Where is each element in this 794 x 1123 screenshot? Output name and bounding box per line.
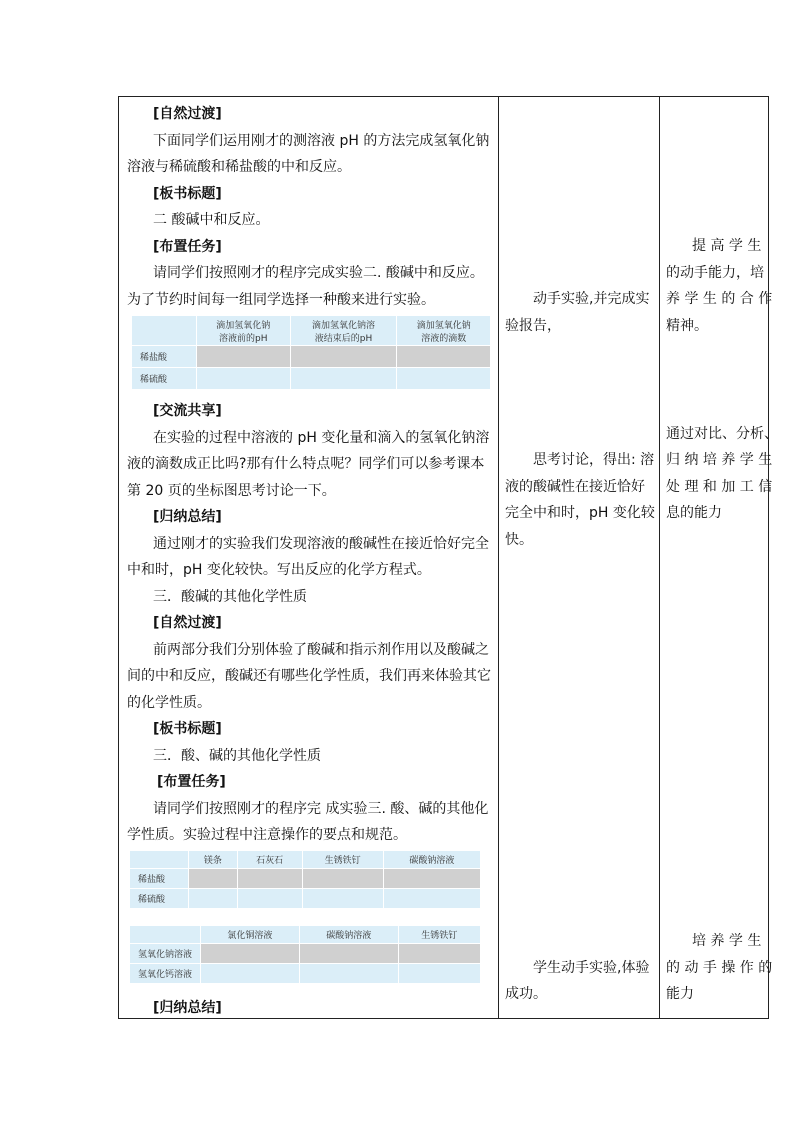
section-tag: [自然过渡] <box>153 106 222 122</box>
section-tag: [归纳总结] <box>153 509 222 525</box>
text-line: 通过对比、分析、 <box>666 426 778 442</box>
table-cell <box>130 926 201 944</box>
table-cell <box>197 346 291 368</box>
text-line: 提 高 学 生 <box>692 238 762 254</box>
table-header: 石灰石 <box>237 851 302 869</box>
table-header: 滴加氢氧化钠 溶液的滴数 <box>397 316 491 346</box>
table-header: 滴加氢氧化钠 溶液前的pH <box>197 316 291 346</box>
text-line: 完全中和时，pH 变化较 <box>505 505 655 521</box>
table-cell <box>201 944 300 964</box>
table-cell <box>189 869 238 889</box>
section-tag: [布置任务] <box>157 774 226 790</box>
table-cell <box>302 889 383 909</box>
text-line: 快。 <box>505 532 533 548</box>
table-cell <box>397 368 491 390</box>
text-line: 液的滴数成正比吗?那有什么特点呢？同学们可以参考课本 <box>127 456 485 472</box>
text-line: 的 动 手 操 作 的 <box>666 960 773 976</box>
table-cell <box>290 368 397 390</box>
text-line: 的动手能力，培 <box>666 265 764 281</box>
experiment-table-3b <box>129 925 481 984</box>
text-line: 三．酸、碱的其他化学性质 <box>153 748 321 764</box>
text-line: 精神。 <box>666 318 708 334</box>
text-line: 养 学 生 的 合 作 <box>666 291 773 307</box>
section-tag: [布置任务] <box>153 239 222 255</box>
table-cell <box>302 869 383 889</box>
text-line: 中和时，pH 变化较快。写出反应的化学方程式。 <box>127 562 431 578</box>
row-label: 稀盐酸 <box>132 346 197 368</box>
teacher-activity-column <box>119 97 498 1018</box>
section-tag: [归纳总结] <box>153 1000 222 1016</box>
experiment-table-3a <box>129 850 481 909</box>
text-line: 培 养 学 生 <box>692 933 762 949</box>
table-cell <box>237 889 302 909</box>
text-line: 二 酸碱中和反应。 <box>153 212 270 228</box>
table-header: 生锈铁钉 <box>398 926 480 944</box>
text-line: 前两部分我们分别体验了酸碱和指示剂作用以及酸碱之 <box>153 642 489 658</box>
row-label: 稀硫酸 <box>130 889 189 909</box>
text-line: 间的中和反应，酸碱还有哪些化学性质，我们再来体验其它 <box>127 668 491 684</box>
text-line: 通过刚才的实验我们发现溶液的酸碱性在接近恰好完全 <box>153 536 489 552</box>
text-line: 的化学性质。 <box>127 695 211 711</box>
table-header: 碳酸钠溶液 <box>299 926 398 944</box>
table-cell <box>189 889 238 909</box>
table-cell <box>299 944 398 964</box>
experiment-table-2 <box>131 315 491 390</box>
table-header: 滴加氢氧化钠溶 液结束后的pH <box>290 316 397 346</box>
student-activity-column <box>499 97 659 1018</box>
table-cell <box>383 889 480 909</box>
design-intent-column <box>660 97 778 1018</box>
table-header: 碳酸钠溶液 <box>383 851 480 869</box>
text-line: 归 纳 培 养 学 生 <box>666 452 773 468</box>
row-label: 稀盐酸 <box>130 869 189 889</box>
text-line: 息的能力 <box>666 505 722 521</box>
text-line: 验报告， <box>505 318 561 334</box>
text-line: 请同学们按照刚才的程序完成实验二. 酸碱中和反应。 <box>153 265 484 281</box>
table-cell <box>299 964 398 984</box>
section-tag: [板书标题] <box>153 721 222 737</box>
row-label: 氢氧化钠溶液 <box>130 944 201 964</box>
table-cell <box>237 869 302 889</box>
text-line: 为了节约时间每一组同学选择一种酸来进行实验。 <box>127 292 435 308</box>
text-line: 液的酸碱性在接近恰好 <box>505 479 645 495</box>
text-line: 动手实验,并完成实 <box>533 291 650 307</box>
table-cell <box>383 869 480 889</box>
text-line: 能力 <box>666 986 694 1002</box>
row-label: 氢氧化钙溶液 <box>130 964 201 984</box>
text-line: 学生动手实验,体验 <box>533 960 650 976</box>
text-line: 请同学们按照刚才的程序完 成实验三. 酸、碱的其他化 <box>153 801 489 817</box>
text-line: 学性质。实验过程中注意操作的要点和规范。 <box>127 827 407 843</box>
table-cell <box>197 368 291 390</box>
table-cell <box>398 944 480 964</box>
text-line: 下面同学们运用刚才的测溶液 pH 的方法完成氢氧化钠 <box>153 133 490 149</box>
text-line: 三．酸碱的其他化学性质 <box>153 589 307 605</box>
table-header: 生锈铁钉 <box>302 851 383 869</box>
text-line: 溶液与稀硫酸和稀盐酸的中和反应。 <box>127 159 351 175</box>
text-line: 思考讨论，得出: 溶 <box>533 452 655 468</box>
text-line: 成功。 <box>505 986 547 1002</box>
text-line: 第 20 页的坐标图思考讨论一下。 <box>127 483 336 499</box>
table-cell <box>398 964 480 984</box>
table-cell <box>130 851 189 869</box>
table-cell <box>397 346 491 368</box>
row-label: 稀硫酸 <box>132 368 197 390</box>
section-tag: [交流共享] <box>153 403 222 419</box>
text-line: 在实验的过程中溶液的 pH 变化量和滴入的氢氧化钠溶 <box>153 430 490 446</box>
table-header: 镁条 <box>189 851 238 869</box>
lesson-table <box>118 96 778 1019</box>
table-cell <box>290 346 397 368</box>
table-header: 氯化铜溶液 <box>201 926 300 944</box>
table-cell <box>201 964 300 984</box>
section-tag: [板书标题] <box>153 186 222 202</box>
text-line: 处 理 和 加 工 信 <box>666 479 773 495</box>
table-cell <box>132 316 197 346</box>
section-tag: [自然过渡] <box>153 615 222 631</box>
